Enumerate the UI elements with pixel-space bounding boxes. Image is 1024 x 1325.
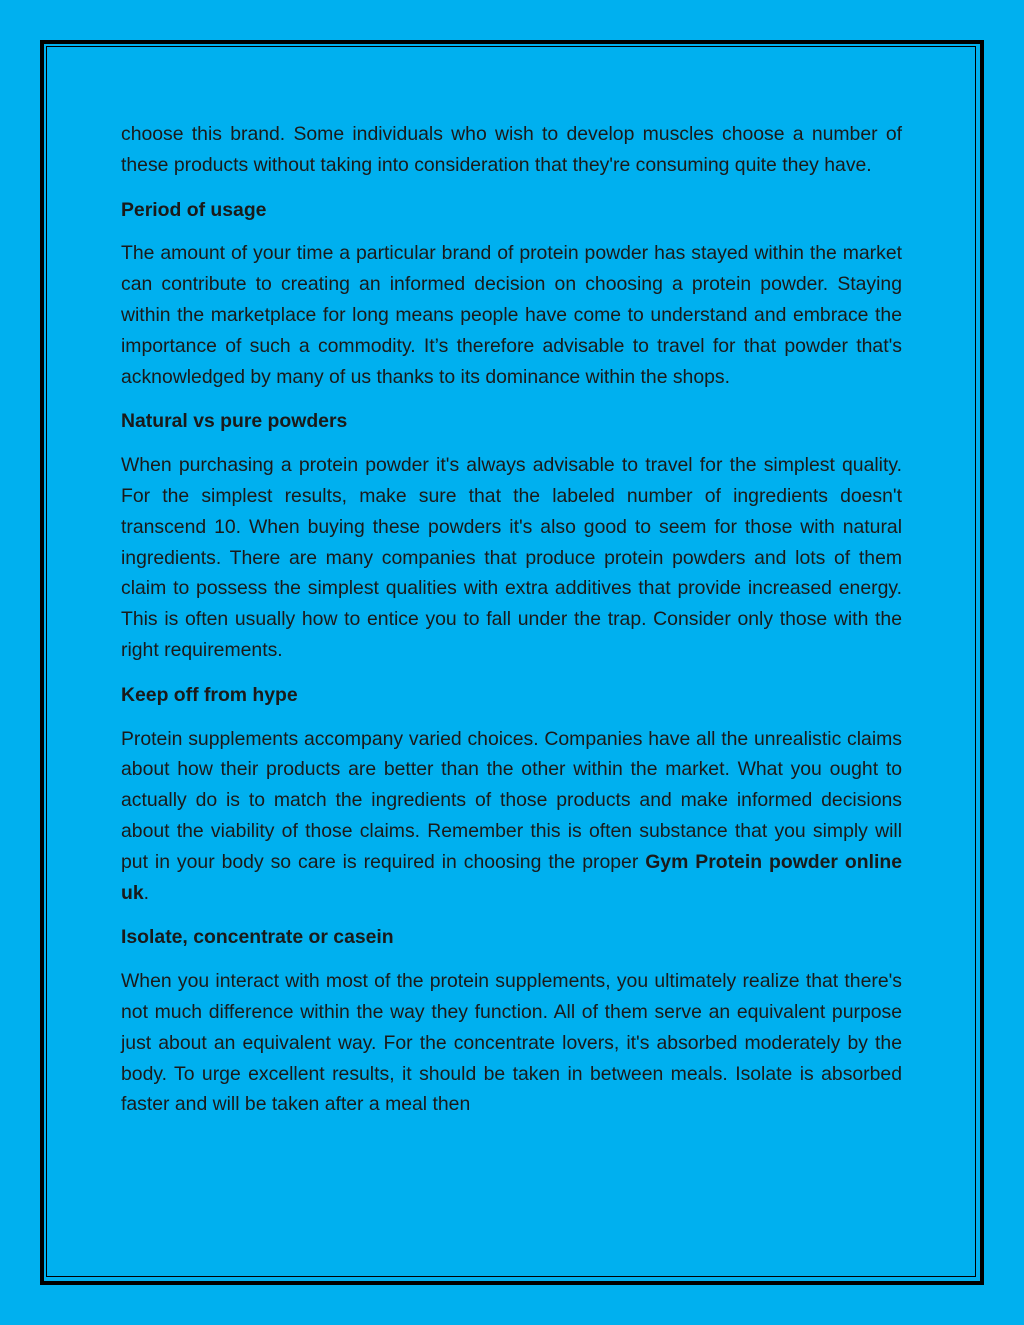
document-body (121, 119, 902, 1134)
paragraph-keep-off-hype-text: Protein supplements accompany varied choices. Companies have all the unrealistic claims about how their products are better than the other within the market. What you ought to actually do is to match the ingredients of those products and make informed decisions about the viability of those claims. Remember this is often substance that you simply will put in your body so care is required in choosing the proper (121, 727, 902, 873)
paragraph-intro: choose this brand. Some individuals who wish to develop muscles choose a number of these products without taking into consideration that they're consuming quite they have. (121, 123, 902, 176)
heading-keep-off-hype: Keep off from hype (121, 683, 298, 706)
heading-isolate-concentrate-casein: Isolate, concentrate or casein (121, 926, 394, 949)
heading-natural-vs-pure: Natural vs pure powders (121, 410, 348, 433)
paragraph-keep-off-hype (121, 724, 902, 909)
paragraph-natural-vs-pure: When purchasing a protein powder it's always advisable to travel for the simplest quality. For the simplest results, make sure that the labeled number of ingredients doesn't transcend 10. When buying these powders it's also good to seem for those with natural ingredients. There are many companies that produce protein powders and lots of them claim to possess the simplest qualities with extra additives that provide increased energy. This is often usually how to entice you to fall under the trap. Consider only those with the right requirements. (121, 454, 902, 661)
product-link-text: Gym Protein powder online uk (121, 850, 902, 904)
heading-period-of-usage: Period of usage (121, 198, 267, 221)
paragraph-isolate-concentrate-casein: When you interact with most of the protein supplements, you ultimately realize that there's not much difference within the way they function. All of them serve an equivalent purpose just about an equivalent way. For the concentrate lovers, it's absorbed moderately by the body. To urge excellent results, it should be taken in between meals. Isolate is absorbed faster and will be taken after a meal then (121, 970, 902, 1116)
paragraph-period-of-usage: The amount of your time a particular brand of protein powder has stayed within the market can contribute to creating an informed decision on choosing a protein powder. Staying within the marketplace for long means people have come to understand and embrace the importance of such a commodity. It’s therefore advisable to travel for that powder that's acknowledged by many of us thanks to its dominance within the shops. (121, 242, 902, 388)
paragraph-keep-off-hype-end: . (143, 881, 150, 904)
